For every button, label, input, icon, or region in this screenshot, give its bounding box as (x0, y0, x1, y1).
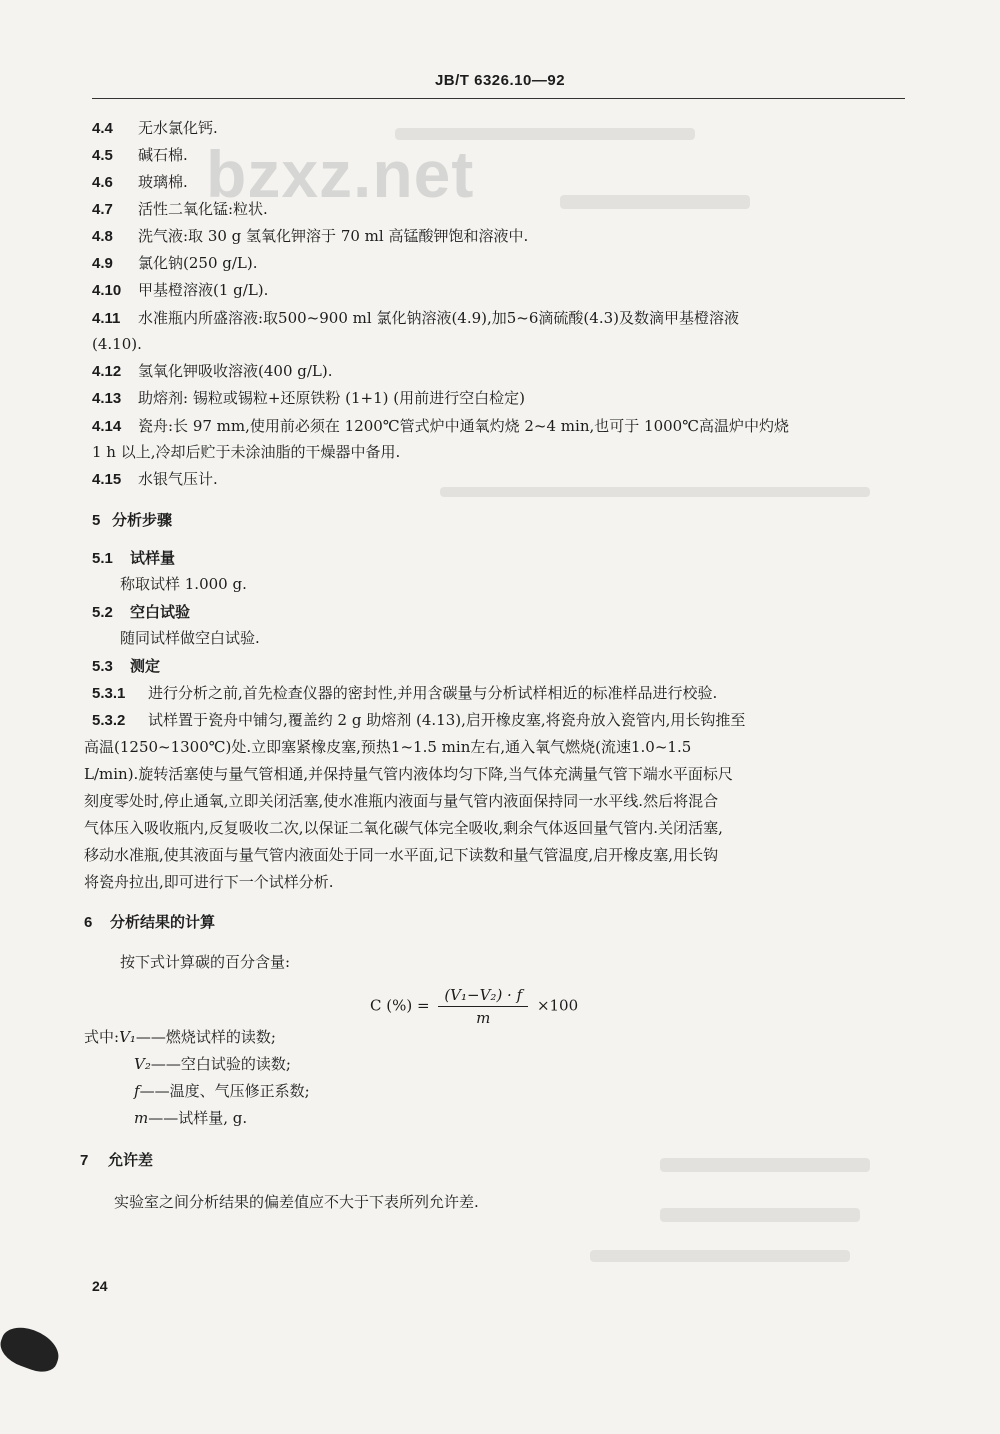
scan-smudge (660, 1158, 870, 1172)
header-rule (92, 98, 905, 99)
list-item: 4.5 碱石棉. (92, 146, 188, 164)
list-item: 4.10 甲基橙溶液(1 g/L). (92, 281, 269, 299)
scan-smudge (440, 487, 870, 497)
paragraph-line: 气体压入吸收瓶内,反复吸收二次,以保证二氧化碳气体完全吸收,剩余气体返回量气管内.关闭活塞, (84, 819, 723, 837)
scan-smudge (660, 1208, 860, 1222)
list-item: 4.13 助熔剂: 锡粒或锡粒+还原铁粉 (1+1) (用前进行空白检定) (92, 389, 525, 407)
definition-row: m——试样量, g. (134, 1109, 248, 1127)
list-item: 4.9 氯化钠(250 g/L). (92, 254, 258, 272)
standard-header: JB/T 6326.10—92 (434, 72, 566, 89)
formula-numerator: (V₁−V₂) · f (438, 985, 528, 1007)
list-item: 4.8 洗气液:取 30 g 氢氧化钾溶于 70 ml 高锰酸钾饱和溶液中. (92, 227, 529, 245)
formula-denominator: m (476, 1009, 491, 1027)
paragraph-line: 将瓷舟拉出,即可进行下一个试样分析. (84, 873, 334, 891)
list-item: 4.7 活性二氧化锰:粒状. (92, 200, 268, 218)
paragraph: 5.3.2 试样置于瓷舟中铺匀,覆盖约 2 g 助熔剂 (4.13),启开橡皮塞,将瓷舟放入瓷管内,用长钩推至 (92, 711, 746, 729)
list-item-continuation: (4.10). (92, 335, 142, 353)
scan-smudge (590, 1250, 850, 1262)
paragraph: 随同试样做空白试验. (120, 629, 260, 647)
formula-lhs: C (%) = (370, 996, 430, 1015)
scan-smudge (560, 195, 750, 209)
paragraph: 5.3.1 进行分析之前,首先检查仪器的密封性,并用含碳量与分析试样相近的标准样品进行校验. (92, 684, 718, 702)
paragraph: 称取试样 1.000 g. (120, 575, 247, 593)
list-item: 4.14 瓷舟:长 97 mm,使用前必须在 1200℃管式炉中通氧灼烧 2~4 min,也可于 1000℃高温炉中灼烧 (92, 417, 789, 435)
list-item: 4.15 水银气压计. (92, 470, 218, 488)
definition-row: f——温度、气压修正系数; (134, 1082, 310, 1100)
section-heading: 7 允许差 (80, 1151, 154, 1169)
paragraph-line: 移动水准瓶,使其液面与量气管内液面处于同一水平面,记下读数和量气管温度,启开橡皮塞,用长钩 (84, 846, 719, 864)
paragraph-line: 高温(1250~1300℃)处.立即塞紧橡皮塞,预热1~1.5 min左右,通入氧气燃烧(流速1.0~1.5 (84, 738, 692, 756)
paragraph: 按下式计算碳的百分含量: (120, 953, 291, 971)
subsection-heading: 5.1 试样量 (92, 549, 176, 567)
subsection-heading: 5.3 测定 (92, 657, 161, 675)
list-item: 4.12 氢氧化钾吸收溶液(400 g/L). (92, 362, 333, 380)
formula-fraction (438, 985, 528, 1028)
definition-row: 式中:V₁——燃烧试样的读数; (84, 1028, 276, 1046)
subsection-heading: 5.2 空白试验 (92, 603, 191, 621)
paragraph-line: 刻度零处时,停止通氧,立即关闭活塞,使水准瓶内液面与量气管内液面保持同一水平线.然后将混合 (84, 792, 719, 810)
list-item: 4.4 无水氯化钙. (92, 119, 218, 137)
scan-smudge (395, 128, 695, 140)
list-item-continuation: 1 h 以上,冷却后贮于未涂油脂的干燥器中备用. (92, 443, 401, 461)
formula-multiplier: ×100 (536, 996, 579, 1015)
scan-blot (0, 1321, 65, 1377)
paragraph-line: L/min).旋转活塞使与量气管相通,并保持量气管内液体均匀下降,当气体充满量气管下端水平面标尺 (84, 765, 733, 783)
section-heading: 6 分析结果的计算 (84, 913, 216, 931)
list-item: 4.11 水准瓶内所盛溶液:取500~900 ml 氯化钠溶液(4.9),加5~6滴硫酸(4.3)及数滴甲基橙溶液 (92, 309, 739, 327)
list-item: 4.6 玻璃棉. (92, 173, 188, 191)
definition-row: V₂——空白试验的读数; (134, 1055, 291, 1073)
section-heading: 5 分析步骤 (92, 511, 173, 529)
paragraph: 实验室之间分析结果的偏差值应不大于下表所列允许差. (114, 1193, 479, 1211)
formula (370, 985, 578, 1028)
page-number: 24 (92, 1278, 108, 1294)
watermark: bzxz.net (206, 137, 475, 211)
